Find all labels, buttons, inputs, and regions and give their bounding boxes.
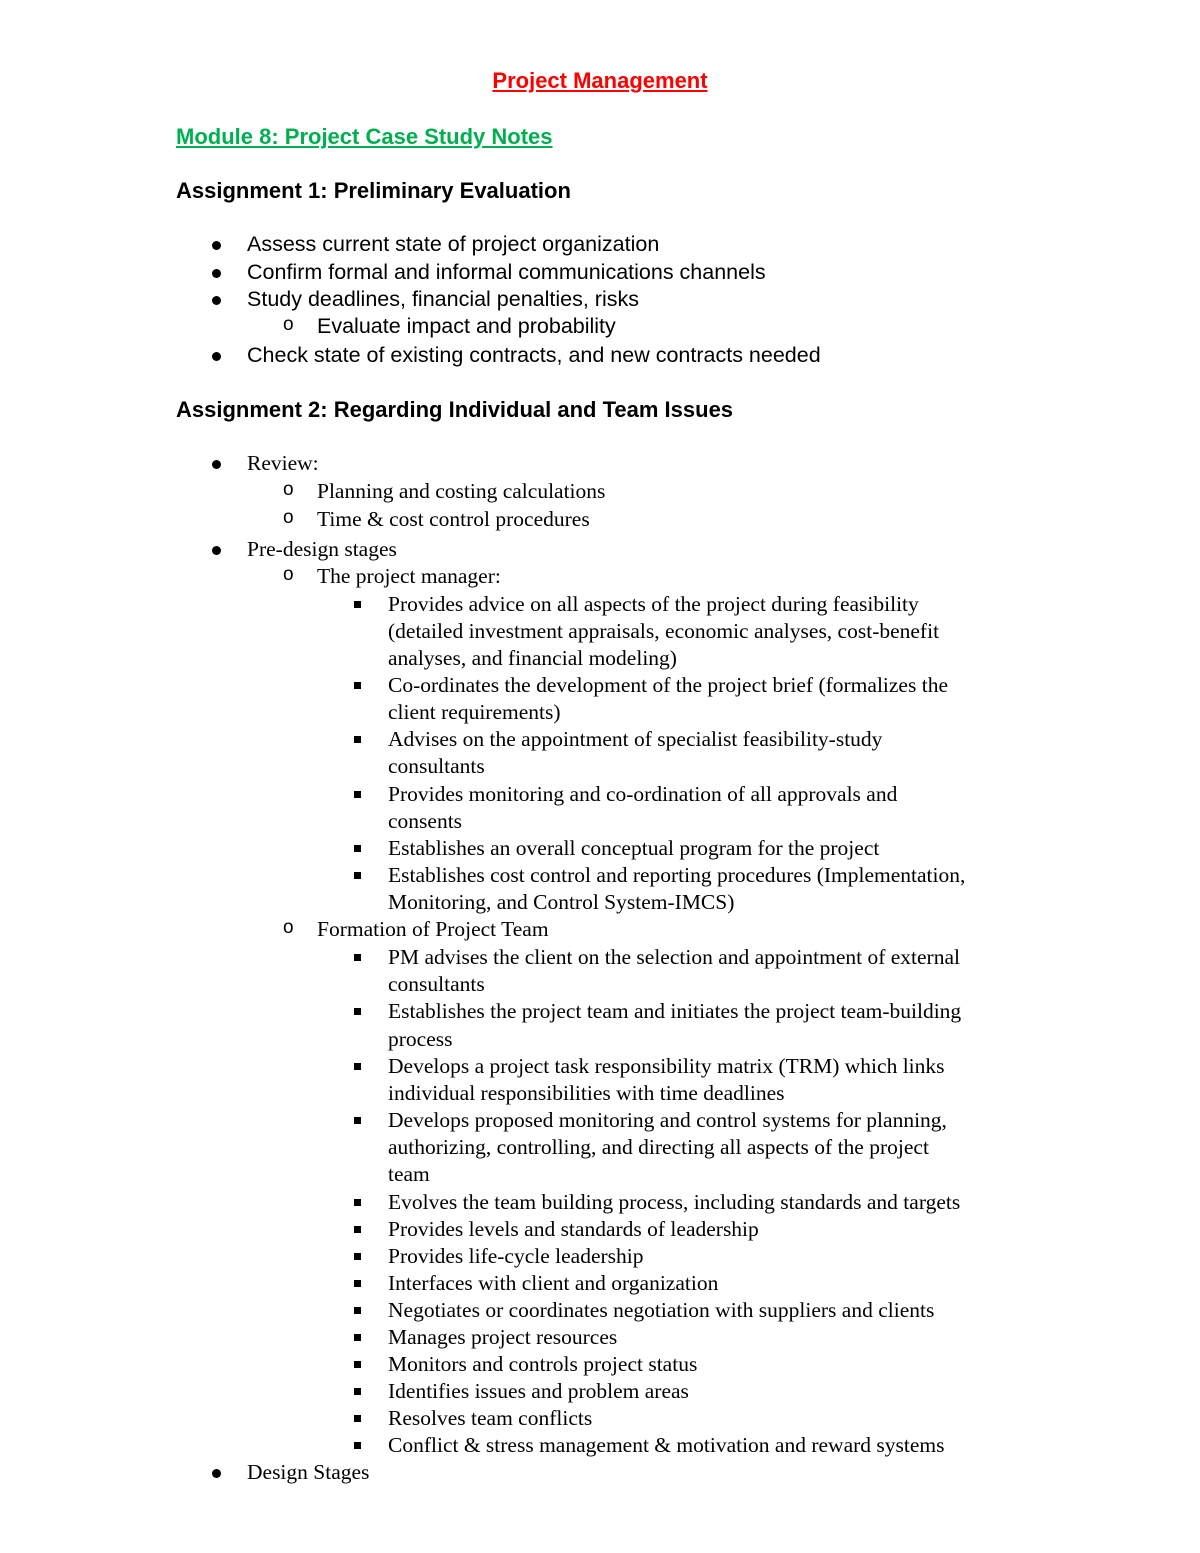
bullet-icon: [212, 269, 221, 278]
list-subsubitem: Identifies issues and problem areas: [388, 1379, 689, 1403]
list-subsubitem: Provides advice on all aspects of the project during feasibility: [388, 592, 919, 616]
list-subsubitem: Resolves team conflicts: [388, 1406, 593, 1430]
bullet-icon: [212, 546, 221, 555]
list-subitem: Planning and costing calculations: [317, 479, 606, 503]
list-subsubitem: Evolves the team building process, including standards and targets: [388, 1190, 961, 1214]
document-title: Project Management: [492, 68, 708, 93]
list-subitem: The project manager:: [317, 564, 501, 588]
list-subsubitem: Develops proposed monitoring and control systems for planning,: [388, 1108, 947, 1132]
square-bullet-icon: [354, 736, 361, 743]
circle-bullet-icon: o: [283, 917, 294, 938]
list-item: Check state of existing contracts, and new contracts needed: [247, 343, 821, 367]
bullet-icon: [212, 296, 221, 305]
list-subsubitem-cont: authorizing, controlling, and directing all aspects of the project: [388, 1135, 929, 1159]
list-subsubitem-cont: Monitoring, and Control System-IMCS): [388, 890, 735, 914]
square-bullet-icon: [354, 1442, 361, 1449]
list-subsubitem: Establishes an overall conceptual program for the project: [388, 836, 880, 860]
list-item: Review:: [247, 451, 319, 475]
square-bullet-icon: [354, 682, 361, 689]
square-bullet-icon: [354, 845, 361, 852]
circle-bullet-icon: o: [283, 314, 294, 335]
list-subsubitem: Establishes the project team and initiates the project team-building: [388, 999, 962, 1023]
circle-bullet-icon: o: [283, 507, 294, 528]
list-subsubitem: Monitors and controls project status: [388, 1352, 698, 1376]
square-bullet-icon: [354, 872, 361, 879]
list-subitem: Formation of Project Team: [317, 917, 549, 941]
list-subsubitem: Interfaces with client and organization: [388, 1271, 719, 1295]
square-bullet-icon: [354, 1063, 361, 1070]
list-subsubitem-cont: individual responsibilities with time deadlines: [388, 1081, 785, 1105]
bullet-icon: [212, 241, 221, 250]
list-item: Pre-design stages: [247, 537, 397, 561]
list-subsubitem: Provides levels and standards of leadership: [388, 1217, 759, 1241]
square-bullet-icon: [354, 1334, 361, 1341]
list-subsubitem: Co-ordinates the development of the project brief (formalizes the: [388, 673, 948, 697]
list-subsubitem: Provides life-cycle leadership: [388, 1244, 644, 1268]
square-bullet-icon: [354, 1361, 361, 1368]
list-subsubitem: Manages project resources: [388, 1325, 618, 1349]
square-bullet-icon: [354, 601, 361, 608]
circle-bullet-icon: o: [283, 564, 294, 585]
list-subsubitem: Develops a project task responsibility matrix (TRM) which links: [388, 1054, 945, 1078]
square-bullet-icon: [354, 1280, 361, 1287]
list-subsubitem: Establishes cost control and reporting procedures (Implementation,: [388, 863, 966, 887]
square-bullet-icon: [354, 1388, 361, 1395]
list-item: Design Stages: [247, 1460, 370, 1484]
list-subsubitem-cont: (detailed investment appraisals, economic analyses, cost-benefit: [388, 619, 940, 643]
list-subsubitem: Advises on the appointment of specialist feasibility-study: [388, 727, 883, 751]
list-item: Confirm formal and informal communications channels: [247, 260, 766, 284]
square-bullet-icon: [354, 954, 361, 961]
list-subsubitem-cont: consultants: [388, 972, 485, 996]
square-bullet-icon: [354, 1117, 361, 1124]
list-item: Assess current state of project organization: [247, 232, 660, 256]
bullet-icon: [212, 460, 221, 469]
list-subsubitem-cont: consents: [388, 809, 463, 833]
list-subsubitem: Negotiates or coordinates negotiation with suppliers and clients: [388, 1298, 935, 1322]
bullet-icon: [212, 1469, 221, 1478]
circle-bullet-icon: o: [283, 479, 294, 500]
square-bullet-icon: [354, 1253, 361, 1260]
square-bullet-icon: [354, 1008, 361, 1015]
list-subsubitem-cont: client requirements): [388, 700, 561, 724]
list-subitem: Evaluate impact and probability: [317, 314, 616, 338]
list-subsubitem-cont: team: [388, 1162, 430, 1186]
square-bullet-icon: [354, 1199, 361, 1206]
assignment-1-heading: Assignment 1: Preliminary Evaluation: [176, 178, 571, 203]
square-bullet-icon: [354, 1415, 361, 1422]
module-heading: Module 8: Project Case Study Notes: [176, 124, 553, 149]
list-subsubitem: Provides monitoring and co-ordination of all approvals and: [388, 782, 898, 806]
list-subitem: Time & cost control procedures: [317, 507, 590, 531]
list-subsubitem-cont: consultants: [388, 754, 485, 778]
list-subsubitem-cont: process: [388, 1027, 453, 1051]
list-subsubitem-cont: analyses, and financial modeling): [388, 646, 677, 670]
assignment-2-heading: Assignment 2: Regarding Individual and Team Issues: [176, 397, 734, 422]
list-item: Study deadlines, financial penalties, risks: [247, 287, 639, 311]
list-subsubitem: Conflict & stress management & motivation and reward systems: [388, 1433, 945, 1457]
list-subsubitem: PM advises the client on the selection and appointment of external: [388, 945, 960, 969]
square-bullet-icon: [354, 791, 361, 798]
square-bullet-icon: [354, 1226, 361, 1233]
square-bullet-icon: [354, 1307, 361, 1314]
bullet-icon: [212, 352, 221, 361]
